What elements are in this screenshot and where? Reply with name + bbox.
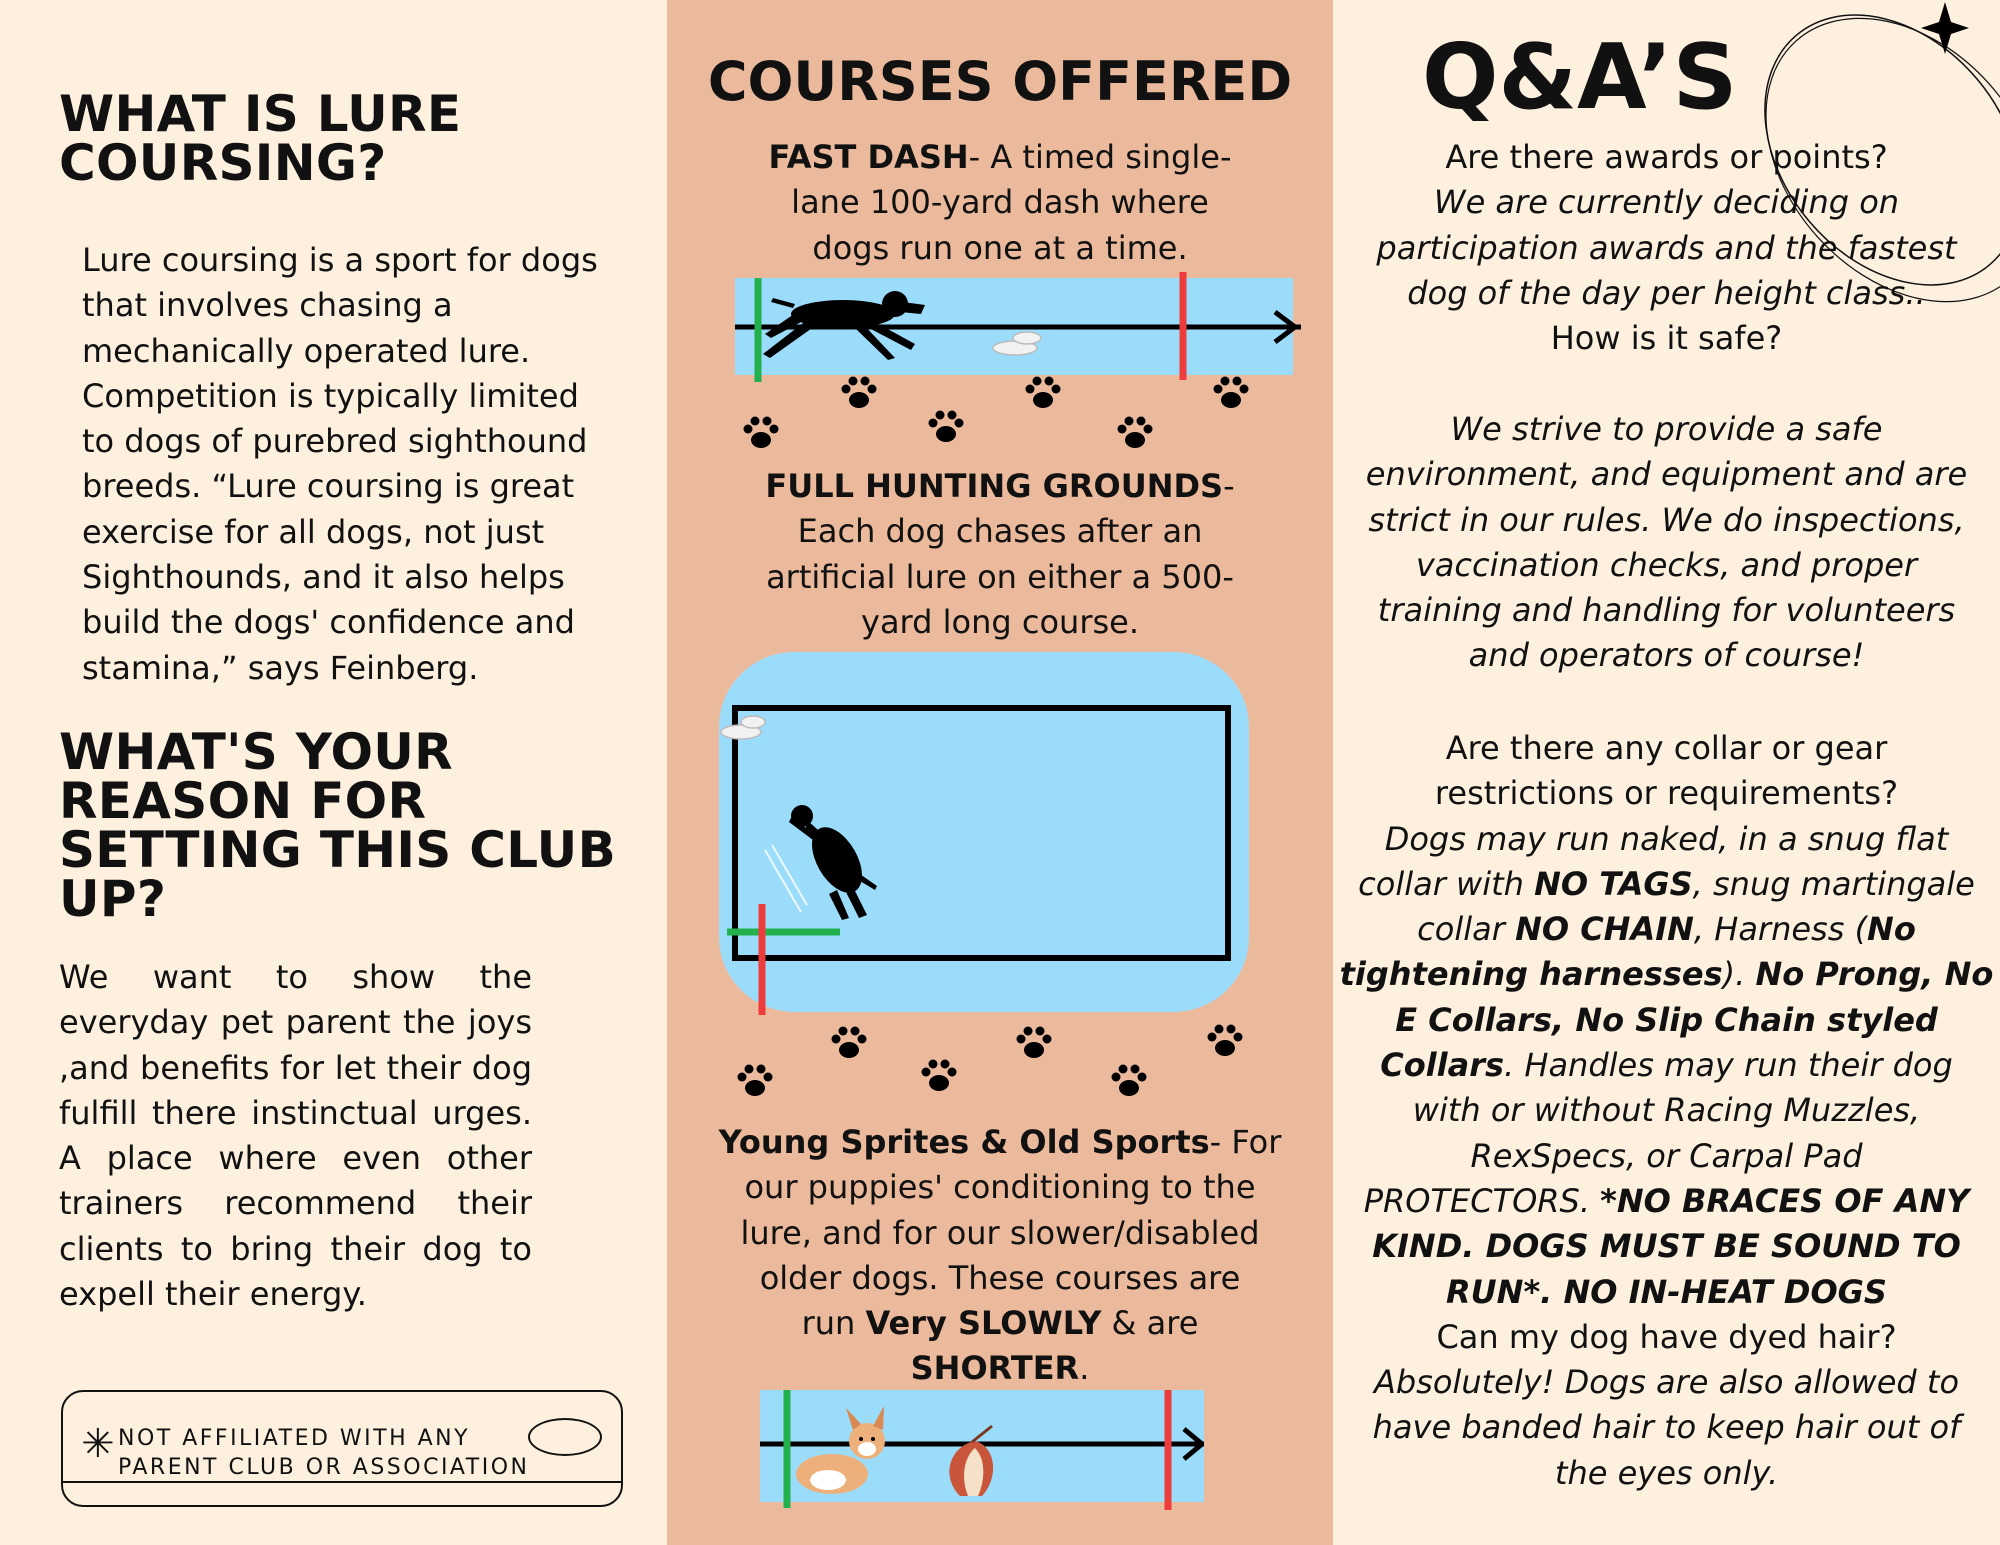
paw-print-icon	[924, 406, 968, 450]
paw-print-icon	[917, 1055, 961, 1099]
heading-reason-for-club: WHAT'S YOUR REASON FOR SETTING THIS CLUB UP?	[59, 723, 616, 928]
paw-print-icon	[1203, 1020, 1247, 1064]
young-sprites-name: Young Sprites & Old Sports	[718, 1123, 1210, 1161]
middle-panel	[667, 0, 1333, 1545]
full-hunting-grounds-name: FULL HUNTING GROUNDS	[765, 467, 1224, 505]
fast-dash-track-diagram	[735, 272, 1301, 382]
sparkle-icon: ✳	[81, 1421, 115, 1467]
question-awards: Are there awards or points?	[1445, 138, 1888, 176]
paw-print-icon	[1113, 412, 1157, 456]
question-safety: How is it safe?	[1550, 319, 1783, 358]
paw-print-icon	[733, 1060, 777, 1104]
badge-divider	[61, 1481, 623, 1483]
left-panel	[0, 0, 667, 1545]
reason-description: We want to show the everyday pet parent the joys ,and benefits for let their dog fulfill there instinctual urges. A place where even other trainers recommend their clients to bring their dog to expell their energy.	[59, 958, 532, 1314]
slow-course-track-diagram	[760, 1386, 1204, 1512]
fast-dash-name: FAST DASH	[768, 138, 969, 176]
qa-title: Q&A’S	[1422, 25, 1738, 130]
young-sprites-old-sports-description: Young Sprites & Old Sports- For our puppies' conditioning to the lure, and for our slower/disabled older dogs. These courses are run Very SLOWLY & are SHORTER.	[718, 1123, 1282, 1388]
paw-print-icon	[837, 372, 881, 416]
badge-oval-decoration	[528, 1418, 602, 1456]
paw-print-icon	[1021, 372, 1065, 416]
paw-print-icon	[1012, 1022, 1056, 1066]
right-panel	[1333, 0, 2000, 1545]
fast-dash-description: FAST DASH- A timed single- lane 100-yard dash where dogs run one at a time.	[768, 138, 1232, 267]
answer-safety: We strive to provide a safe environment, and equipment and are strict in our rules. We do inspections, vaccination checks, and proper training and handling for volunteers and operators of course!	[1365, 410, 1968, 675]
sparkle-icon	[1921, 2, 1969, 54]
badge-text: NOT AFFILIATED WITH ANY PARENT CLUB OR ASSOCIATION	[118, 1426, 530, 1480]
paw-print-icon	[827, 1022, 871, 1066]
full-hunting-grounds-description: FULL HUNTING GROUNDS- Each dog chases after an artificial lure on either a 500- yard long course.	[765, 467, 1235, 641]
qa-awards: Are there awards or points? We are currently deciding on participation awards and the fastest dog of the day per height class.. How is it safe?	[1376, 138, 1957, 358]
question-dyed-hair: Can my dog have dyed hair?	[1436, 1317, 1897, 1356]
not-affiliated-badge	[61, 1390, 623, 1507]
paw-print-icon	[1209, 372, 1253, 416]
qa-gear-restrictions: Are there any collar or gear restrictions or requirements? Dogs may run naked, in a snug flat collar with NO TAGS, snug martingale collar NO CHAIN, Harness (No tightening harnesses). No Prong, No E Collars, No Slip Chain styled Collars. Handles may run their dog with or without Racing Muzzles, RexSpecs, or Carpal Pad PROTECTORS. *NO BRACES OF ANY KIND. DOGS MUST BE SOUND TO RUN*. NO IN-HEAT DOGS Can my dog have dyed hair? Absolutely! Dogs are also allowed to have banded hair to keep hair out of the eyes only.	[1339, 729, 1994, 1492]
question-gear: Are there any collar or gear	[1445, 729, 1888, 767]
paw-print-icon	[1107, 1060, 1151, 1104]
full-hunting-course-diagram	[717, 650, 1257, 1022]
courses-offered-title: COURSES OFFERED	[707, 50, 1293, 113]
lure-coursing-description: Lure coursing is a sport for dogs that involves chasing a mechanically operated lure. Competition is typically limited to dogs of purebred sighthound breeds. “Lure coursing is great exercise for all dogs, not just Sighthounds, and it also helps build the dogs' confidence and stamina,” says Feinberg.	[82, 241, 598, 687]
paw-print-icon	[739, 412, 783, 456]
heading-what-is-lure-coursing: WHAT IS LURE COURSING?	[59, 85, 462, 192]
